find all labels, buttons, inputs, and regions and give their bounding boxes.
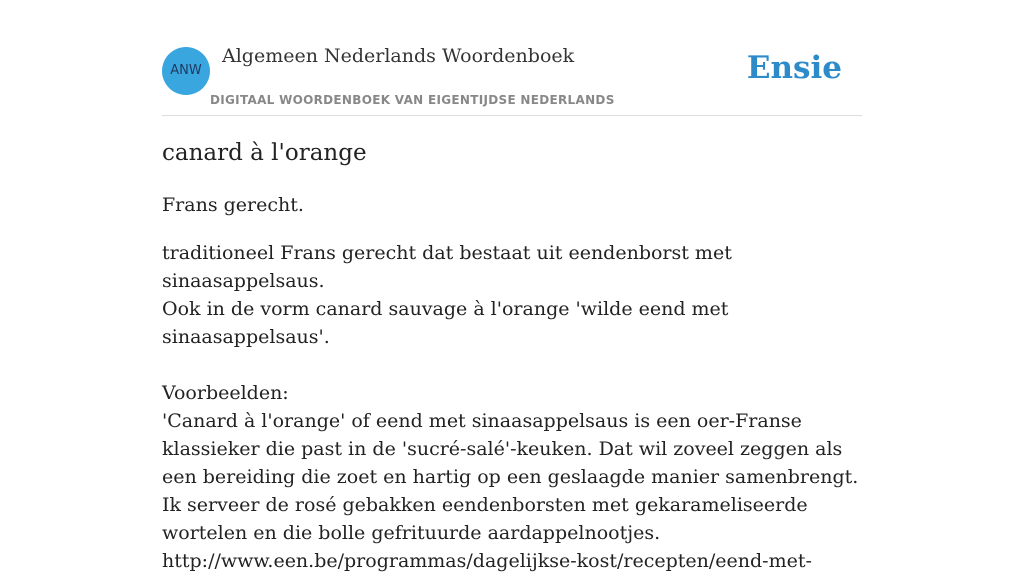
example-text: 'Canard à l'orange' of eend met sinaasappelsaus is een oer-Franse klassieker die past in de 'sucré-salé'-keuken. Dat wil zoveel zeggen als een bereiding die zoet en hartig op een geslaagde manier samenbrengt. Ik serveer de rosé gebakken eendenborsten met gekarameliseerde wortelen en die bolle gefrituurde aardappelnootjes. xyxy=(162,410,859,544)
example-source-link[interactable]: http://www.een.be/programmas/dagelijkse-kost/recepten/eend-met- xyxy=(162,550,812,572)
definition-line: Ook in de vorm canard sauvage à l'orange 'wilde eend met sinaasappelsaus'. xyxy=(162,298,729,348)
definition-line: traditioneel Frans gerecht dat bestaat uit eendenborst met sinaasappelsaus. xyxy=(162,242,732,292)
entry-body xyxy=(162,239,862,575)
anw-logo[interactable]: ANW xyxy=(162,47,210,95)
spacer xyxy=(162,351,862,379)
page xyxy=(162,0,862,572)
examples-heading: Voorbeelden: xyxy=(162,382,289,404)
site-subtitle: DIGITAAL WOORDENBOEK VAN EIGENTIJDSE NEDERLANDS xyxy=(210,93,615,107)
site-header xyxy=(162,0,862,116)
entry-title: canard à l'orange xyxy=(162,140,367,166)
ensie-logo[interactable]: Ensie xyxy=(746,50,842,86)
site-title[interactable]: Algemeen Nederlands Woordenboek xyxy=(222,45,575,67)
short-definition: Frans gerecht. xyxy=(162,194,304,216)
